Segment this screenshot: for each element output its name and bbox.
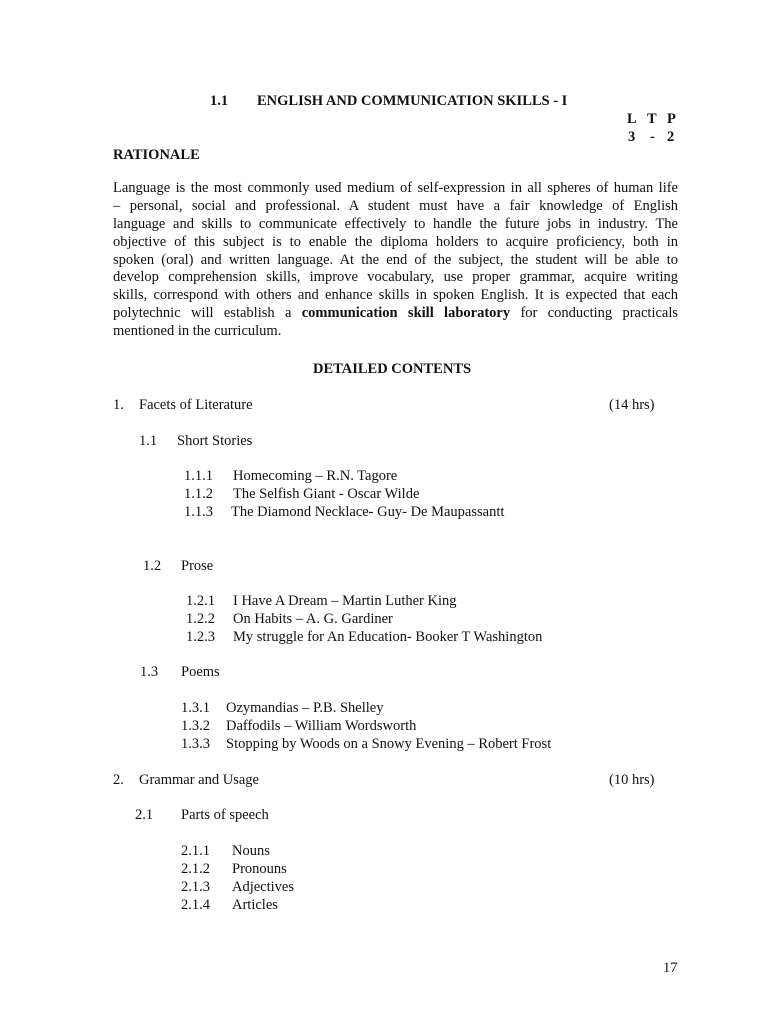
item-number: 1.1.3	[184, 504, 213, 520]
item-text: The Selfish Giant - Oscar Wilde	[233, 486, 420, 502]
rationale-paragraph	[113, 180, 678, 341]
ltp-label-p: P	[667, 111, 676, 127]
item-text: Ozymandias – P.B. Shelley	[226, 700, 384, 716]
rationale-line	[113, 305, 678, 323]
item-number: 1.3.3	[181, 736, 210, 752]
unit-number: 1.	[113, 397, 124, 413]
lab-emphasis: communication skill laboratory	[301, 305, 511, 322]
unit-hours: (14 hrs)	[609, 397, 655, 413]
rationale-text: polytechnic will establish a	[113, 305, 292, 322]
section-number: 1.2	[143, 558, 162, 574]
item-number: 2.1.3	[181, 879, 210, 895]
rationale-line: develop comprehension skills, improve vocabulary, use proper grammar, acquire writing	[113, 269, 678, 286]
section-title: Short Stories	[177, 433, 253, 449]
ltp-label-l: L	[627, 111, 637, 127]
item-number: 2.1.2	[181, 861, 210, 877]
section-number: 1.1	[210, 93, 229, 109]
ltp-label-t: T	[647, 111, 657, 127]
item-text: I Have A Dream – Martin Luther King	[233, 593, 457, 609]
section-title: Prose	[181, 558, 214, 574]
page-title: ENGLISH AND COMMUNICATION SKILLS - I	[257, 93, 568, 109]
item-text: Articles	[232, 897, 278, 913]
item-number: 1.3.2	[181, 718, 210, 734]
unit-number: 2.	[113, 772, 124, 788]
section-number: 1.1	[139, 433, 158, 449]
detailed-contents-heading: DETAILED CONTENTS	[313, 361, 472, 377]
item-text: My struggle for An Education- Booker T Washington	[233, 629, 543, 645]
item-number: 1.3.1	[181, 700, 210, 716]
unit-hours: (10 hrs)	[609, 772, 655, 788]
rationale-line: language and skills to communicate effectively to handle the future jobs in industry. The	[113, 215, 678, 232]
rationale-heading: RATIONALE	[113, 147, 200, 163]
item-number: 2.1.1	[181, 843, 210, 859]
section-number: 2.1	[135, 807, 154, 823]
rationale-line: Language is the most commonly used medium of self-expression in all spheres of human life	[113, 180, 678, 196]
rationale-text: for conducting practicals	[520, 305, 679, 322]
ltp-value-p: 2	[667, 129, 675, 145]
item-number: 2.1.4	[181, 897, 210, 913]
item-text: Daffodils – William Wordsworth	[226, 718, 417, 734]
item-text: On Habits – A. G. Gardiner	[233, 611, 393, 627]
item-text: Homecoming – R.N. Tagore	[233, 468, 398, 484]
item-text: Nouns	[232, 843, 270, 859]
rationale-line: objective of this subject is to enable the diploma holders to acquire proficiency, both in	[113, 233, 678, 250]
item-text: Adjectives	[232, 879, 295, 895]
unit-title: Grammar and Usage	[139, 772, 259, 788]
item-number: 1.1.1	[184, 468, 213, 484]
rationale-line: spoken (oral) and written language. At the end of the subject, the student will be able to	[113, 251, 678, 268]
item-text: Stopping by Woods on a Snowy Evening – Robert Frost	[226, 736, 552, 752]
item-number: 1.2.2	[186, 611, 215, 627]
item-text: Pronouns	[232, 861, 287, 877]
item-number: 1.2.3	[186, 629, 215, 645]
section-title: Poems	[181, 664, 220, 680]
item-number: 1.2.1	[186, 593, 215, 609]
rationale-line: mentioned in the curriculum.	[113, 323, 282, 340]
unit-title: Facets of Literature	[139, 397, 253, 413]
rationale-line: – personal, social and professional. A student must have a fair knowledge of English	[113, 197, 678, 214]
item-number: 1.1.2	[184, 486, 213, 502]
section-number: 1.3	[140, 664, 159, 680]
item-text: The Diamond Necklace- Guy- De Maupassantt	[231, 504, 505, 520]
ltp-value-t: -	[650, 129, 655, 145]
rationale-line: skills, correspond with others and enhance skills in spoken English. It is expected that each	[113, 287, 678, 304]
ltp-value-l: 3	[628, 129, 636, 145]
page-number: 17	[663, 960, 678, 976]
section-title: Parts of speech	[181, 807, 269, 823]
